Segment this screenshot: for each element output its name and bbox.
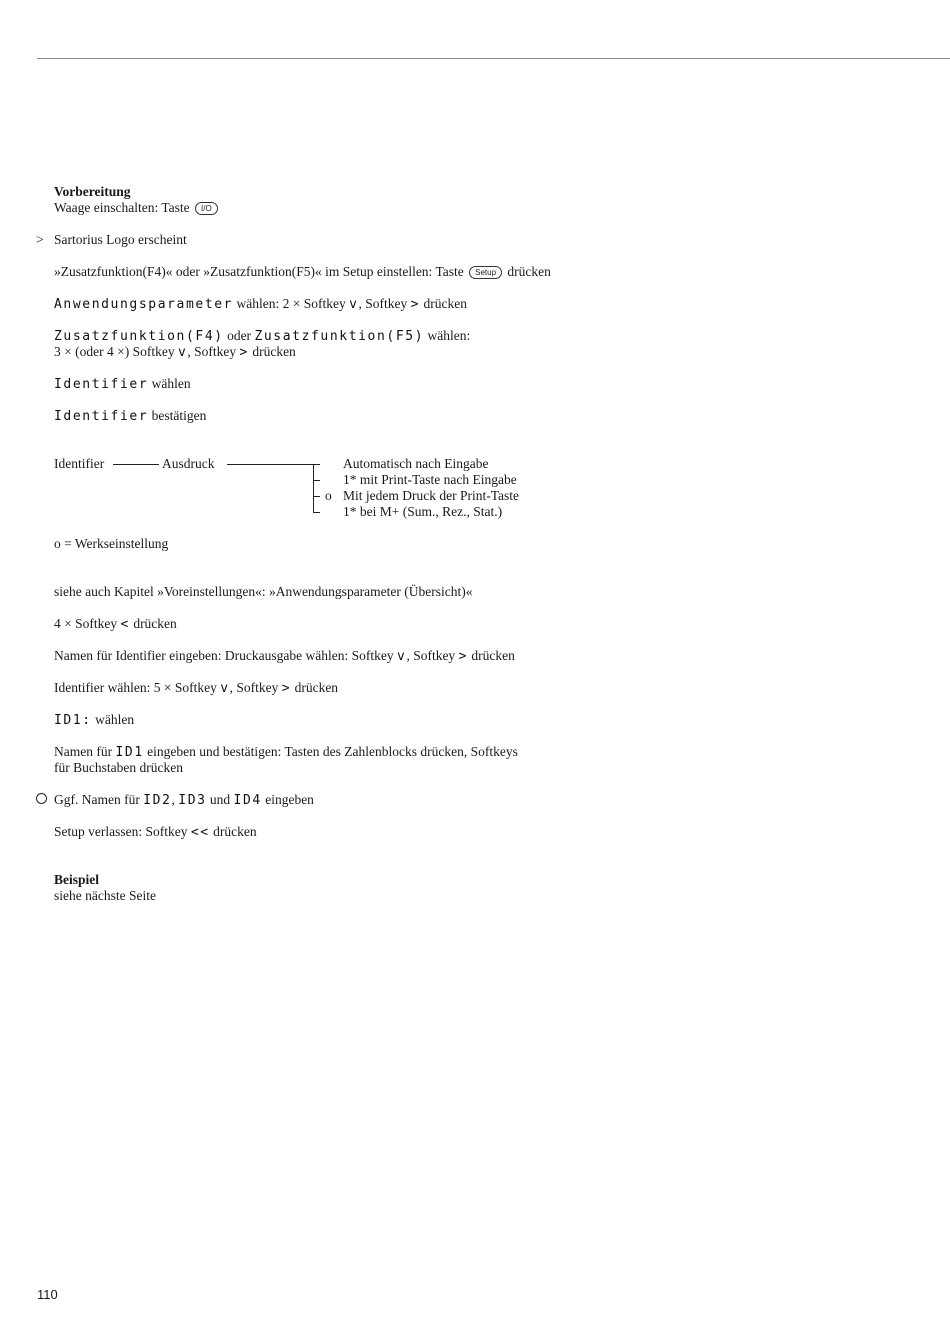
names-step-sep: , Softkey bbox=[406, 648, 456, 663]
softkey-double-left-icon: << bbox=[190, 825, 210, 840]
softkey-left-icon: < bbox=[120, 617, 130, 632]
softkey-down-icon: v bbox=[397, 649, 407, 664]
prep-switch-on-text: Waage einschalten: Taste bbox=[54, 200, 190, 215]
app-params-text: wählen: 2 × Softkey bbox=[236, 296, 346, 311]
id1-enter-text: eingeben und bestätigen: Tasten des Zahlenblocks drücken, Softkeys bbox=[147, 744, 518, 759]
setup-step-suffix: drücken bbox=[507, 264, 551, 279]
back-step-text: 4 × Softkey bbox=[54, 616, 118, 631]
identifier-confirm-text: bestätigen bbox=[151, 408, 207, 423]
extra-func-line2-text: 3 × (oder 4 ×) Softkey bbox=[54, 344, 175, 359]
names-step-text: Namen für Identifier eingeben: Druckausgabe wählen: Softkey bbox=[54, 648, 394, 663]
optional-and: und bbox=[209, 792, 231, 807]
extra-func-or: oder bbox=[227, 328, 252, 343]
softkey-right-icon: > bbox=[239, 345, 249, 360]
identifier-select-step bbox=[54, 376, 191, 393]
tree-root: Identifier bbox=[54, 456, 105, 471]
tree-option: Automatisch nach Eingabe bbox=[343, 456, 489, 471]
softkey-right-icon: > bbox=[410, 297, 421, 312]
id1-choose-step bbox=[54, 712, 134, 729]
extra-func-sep: , Softkey bbox=[187, 344, 237, 359]
prep-heading: Vorbereitung bbox=[54, 184, 131, 199]
tree-connector bbox=[113, 464, 159, 465]
header-rule bbox=[37, 58, 950, 59]
tree-child: Ausdruck bbox=[162, 456, 215, 471]
setup-step bbox=[54, 264, 551, 280]
id1-enter-prefix: Namen für bbox=[54, 744, 113, 759]
logo-marker: > bbox=[36, 232, 44, 247]
ident-choose-step bbox=[54, 680, 338, 697]
app-params-sep: , Softkey bbox=[358, 296, 408, 311]
tree-option: 1* mit Print-Taste nach Eingabe bbox=[343, 472, 517, 487]
identifier-select-text: wählen bbox=[151, 376, 191, 391]
optional-step bbox=[54, 792, 314, 809]
exit-setup-step bbox=[54, 824, 257, 841]
ident-choose-suffix: drücken bbox=[294, 680, 339, 695]
setup-step-text: »Zusatzfunktion(F4)« oder »Zusatzfunktion(F5)« im Setup einstellen: Taste bbox=[54, 264, 464, 279]
id1-enter-line2: für Buchstaben drücken bbox=[54, 760, 183, 775]
id4-display: ID4 bbox=[233, 793, 262, 808]
app-params-display: Anwendungsparameter bbox=[54, 297, 234, 312]
softkey-right-icon: > bbox=[281, 681, 292, 696]
softkey-right-icon: > bbox=[458, 649, 468, 664]
example-heading: Beispiel bbox=[54, 872, 100, 887]
extra-func-f5-display: Zusatzfunktion(F5) bbox=[254, 329, 425, 344]
id2-display: ID2 bbox=[143, 793, 172, 808]
extra-func-choose: wählen: bbox=[427, 328, 471, 343]
optional-prefix: Ggf. Namen für bbox=[54, 792, 140, 807]
app-params-suffix: drücken bbox=[423, 296, 467, 311]
softkey-down-icon: v bbox=[220, 681, 230, 696]
tree-tick bbox=[313, 496, 320, 497]
page-number: 110 bbox=[37, 1287, 58, 1302]
id1-enter-step bbox=[54, 744, 518, 761]
optional-step-circle-icon bbox=[36, 793, 47, 804]
tree-option: 1* bei M+ (Sum., Rez., Stat.) bbox=[343, 504, 503, 519]
factory-default-legend: o = Werkseinstellung bbox=[54, 536, 169, 551]
ident-choose-text: Identifier wählen: 5 × Softkey bbox=[54, 680, 217, 695]
extra-func-f4-display: Zusatzfunktion(F4) bbox=[54, 329, 224, 344]
identifier-display: Identifier bbox=[54, 377, 149, 392]
ident-choose-sep: , Softkey bbox=[229, 680, 279, 695]
id1-choose-text: wählen bbox=[95, 712, 135, 727]
softkey-down-icon: v bbox=[177, 345, 188, 360]
tree-bracket bbox=[313, 464, 314, 512]
tree-tick bbox=[313, 512, 320, 513]
app-params-step bbox=[54, 296, 467, 313]
names-step bbox=[54, 648, 515, 665]
identifier-confirm-step bbox=[54, 408, 206, 425]
tree-connector bbox=[227, 464, 320, 465]
prep-switch-on bbox=[54, 200, 220, 216]
tree-option: Mit jedem Druck der Print-Taste bbox=[343, 488, 520, 503]
id1-display: ID1 bbox=[115, 745, 144, 760]
names-step-suffix: drücken bbox=[471, 648, 515, 663]
back-step bbox=[54, 616, 177, 633]
tree-default-marker: o bbox=[325, 488, 332, 503]
tree-tick bbox=[313, 480, 320, 481]
extra-func-step bbox=[54, 328, 470, 345]
exit-setup-text: Setup verlassen: Softkey bbox=[54, 824, 188, 839]
example-text: siehe nächste Seite bbox=[54, 888, 156, 903]
id3-display: ID3 bbox=[178, 793, 207, 808]
optional-suffix: eingeben bbox=[265, 792, 314, 807]
extra-func-suffix: drücken bbox=[252, 344, 296, 359]
setup-key-icon: Setup bbox=[469, 266, 502, 279]
back-step-suffix: drücken bbox=[133, 616, 177, 631]
id1-display: ID1: bbox=[54, 713, 92, 728]
identifier-display: Identifier bbox=[54, 409, 149, 424]
see-also-note: siehe auch Kapitel »Voreinstellungen«: »Anwendungsparameter (Übersicht)« bbox=[54, 584, 473, 599]
logo-text: Sartorius Logo erscheint bbox=[54, 232, 187, 247]
exit-setup-suffix: drücken bbox=[213, 824, 257, 839]
extra-func-step-line2 bbox=[54, 344, 296, 361]
optional-comma: , bbox=[171, 792, 175, 807]
softkey-down-icon: v bbox=[349, 297, 359, 312]
onoff-key-icon: I/O bbox=[195, 202, 218, 215]
